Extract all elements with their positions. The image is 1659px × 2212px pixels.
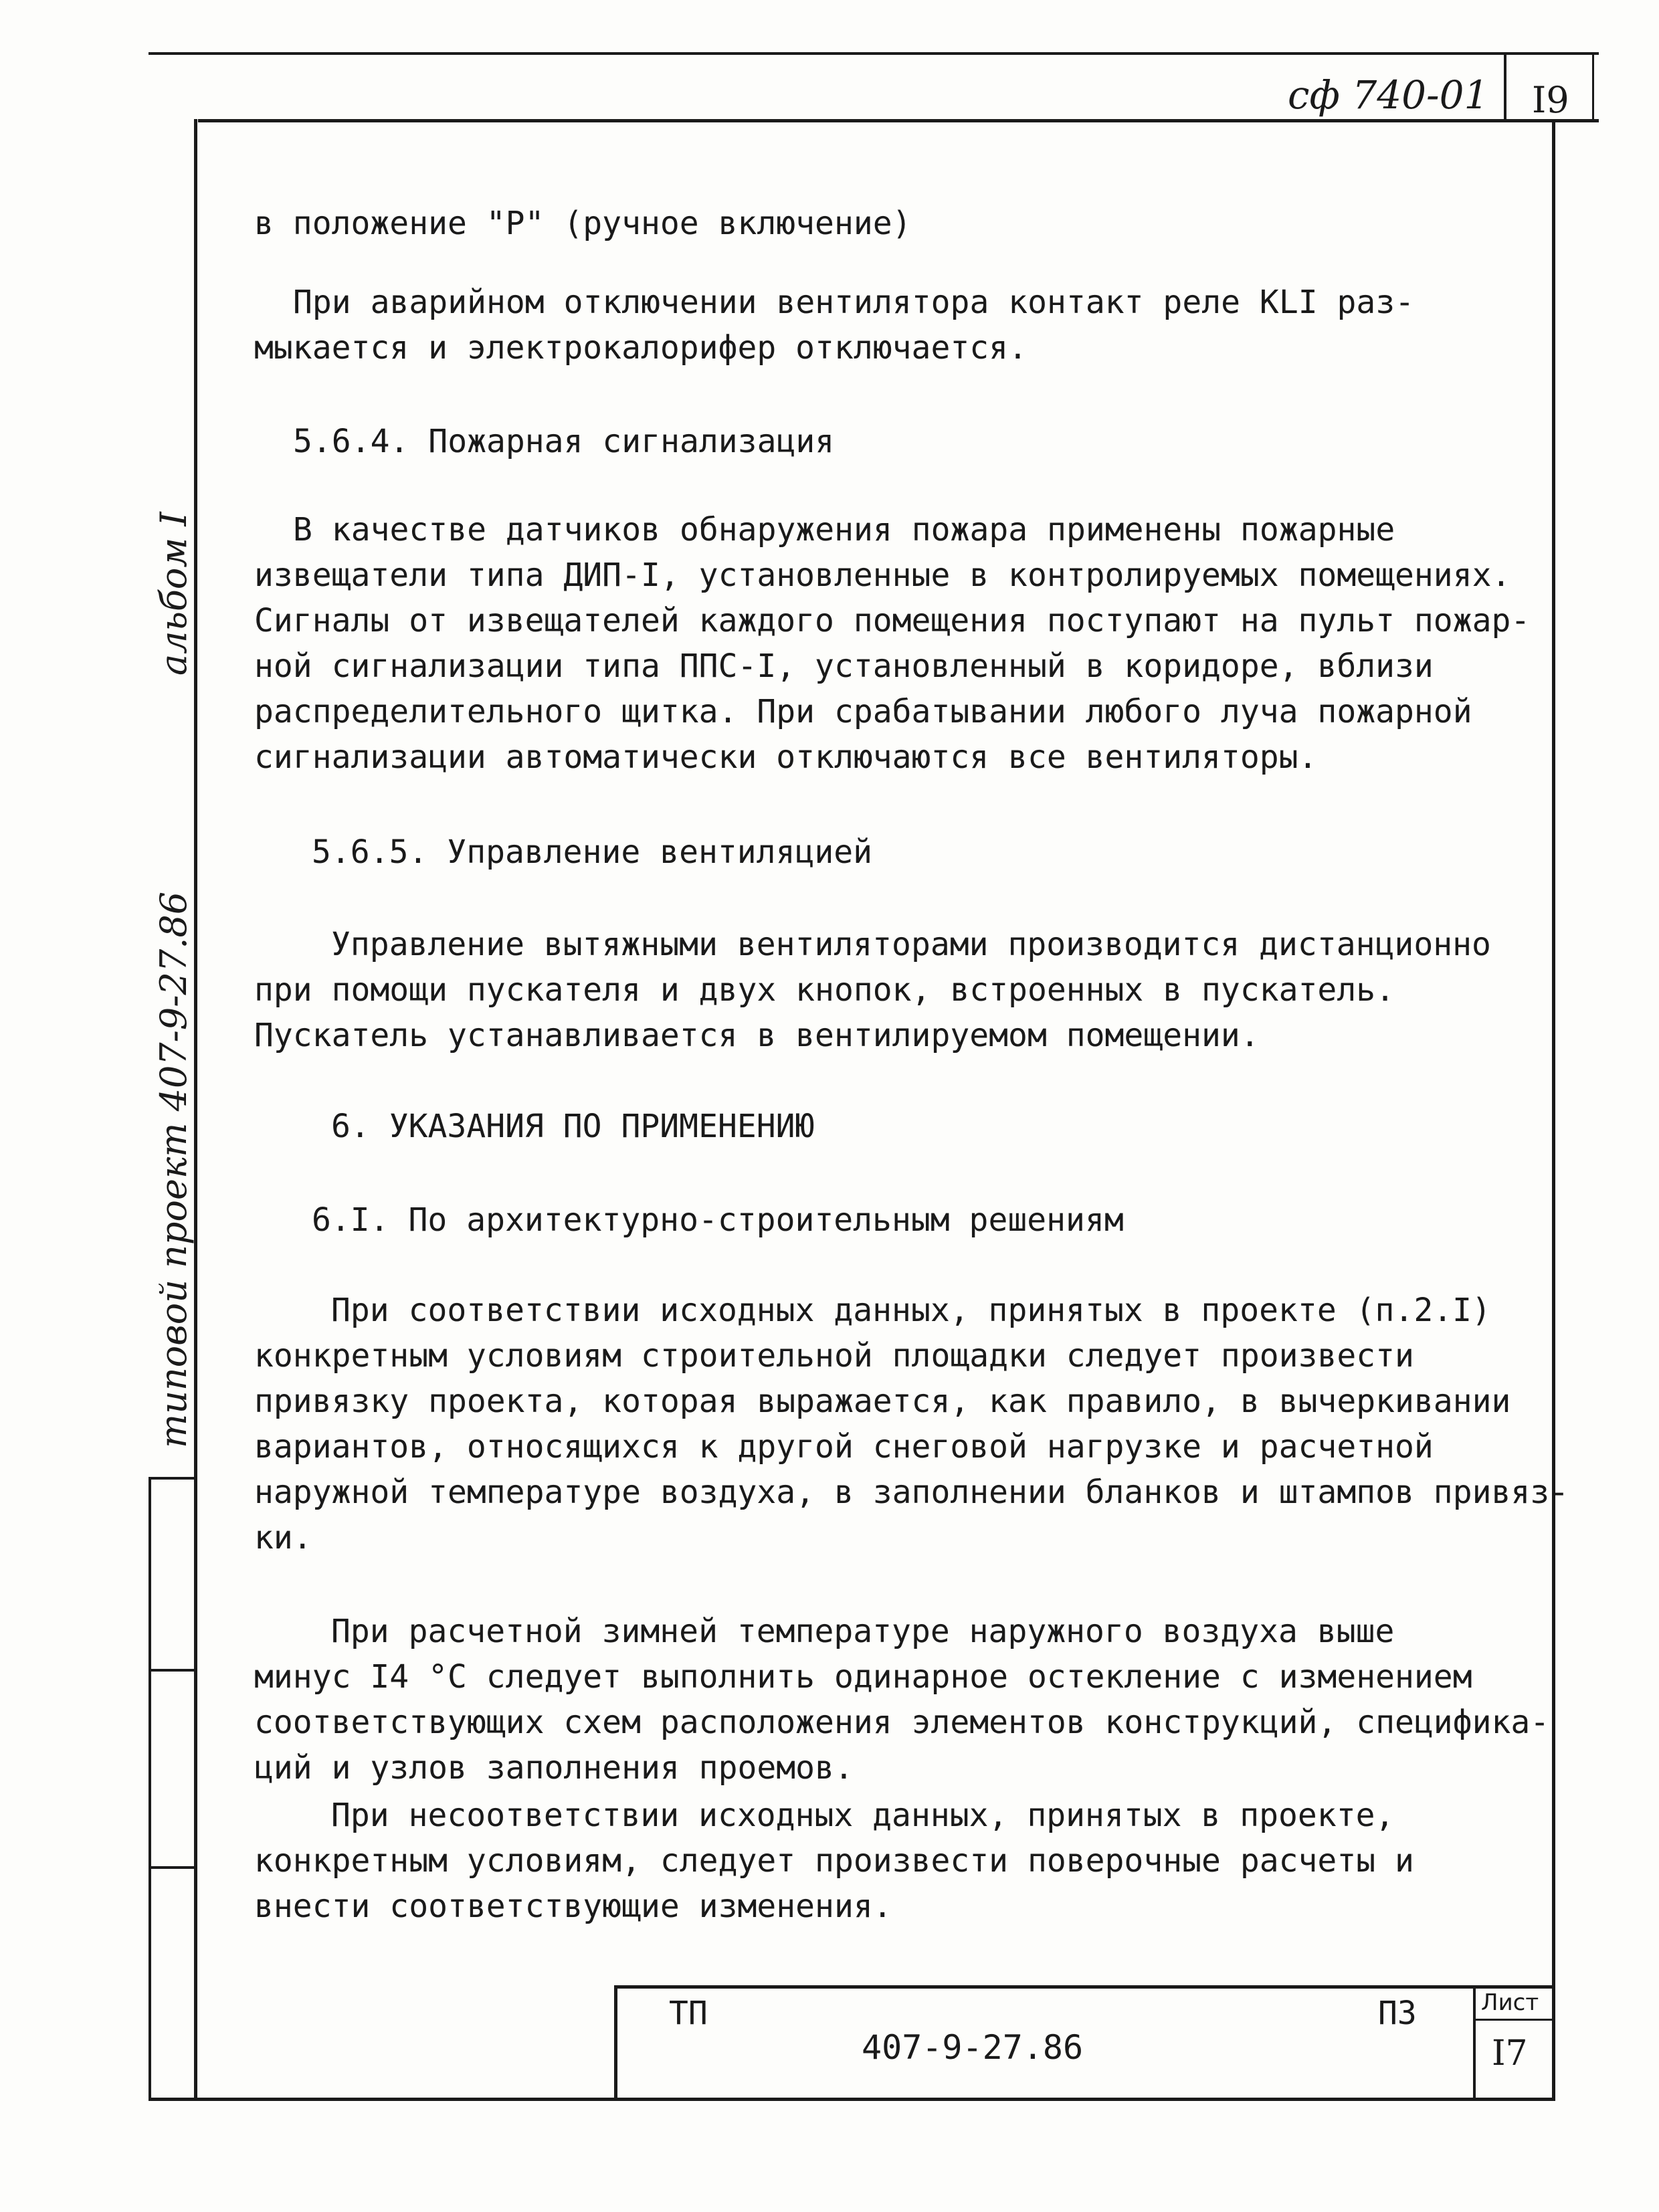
stamp-sheet-label: Лист bbox=[1481, 1989, 1539, 2016]
stamp-code: 407-9-27.86 bbox=[862, 2028, 1084, 2067]
paragraph-6 bbox=[254, 1609, 1549, 1791]
text-line: извещатели типа ДИП-I, установленные в контролируемых помещениях. bbox=[254, 557, 1511, 594]
text-line: В качестве датчиков обнаружения пожара применены пожарные bbox=[293, 511, 1395, 548]
handwritten-code: сф 740-01 bbox=[1288, 72, 1489, 118]
margin-album-label: альбом I bbox=[153, 512, 195, 676]
text-line: привязку проекта, которая выражается, как правило, в вычеркивании bbox=[254, 1383, 1511, 1420]
paragraph-2 bbox=[254, 280, 1414, 371]
text-line: При соответствии исходных данных, принятых в проекте (п.2.I) bbox=[331, 1292, 1491, 1329]
text-line: внести соответствующие изменения. bbox=[254, 1888, 892, 1925]
stamp-sheet-hline bbox=[1473, 2019, 1553, 2021]
heading-6-1: 6.I. По архитектурно-строительным решениям bbox=[312, 1201, 1124, 1239]
text-line: Управление вытяжными вентиляторами производится дистанционно bbox=[331, 926, 1491, 963]
top-rule bbox=[149, 52, 1599, 55]
page-number: I9 bbox=[1532, 79, 1569, 121]
text-line: соответствующих схем расположения элементов конструкций, специфика- bbox=[254, 1704, 1550, 1741]
frame-top bbox=[198, 119, 1599, 122]
text-line: При аварийном отключении вентилятора контакт реле KLI раз- bbox=[293, 284, 1415, 321]
stamp-sheet-divider bbox=[1473, 1985, 1476, 2100]
text-line: При расчетной зимней температуре наружного воздуха выше bbox=[331, 1613, 1395, 1650]
text-line: в положение "Р" (ручное включение) bbox=[254, 205, 912, 242]
text-line: распределительного щитка. При срабатывании любого луча пожарной bbox=[254, 693, 1472, 730]
text-line: минус I4 °С следует выполнить одинарное остекление с изменением bbox=[254, 1658, 1472, 1696]
text-line: наружной температуре воздуха, в заполнении бланков и штампов привяз- bbox=[254, 1474, 1569, 1511]
heading-5-6-5: 5.6.5. Управление вентиляцией bbox=[312, 833, 873, 871]
paragraph-4 bbox=[254, 922, 1491, 1058]
outer-right-edge bbox=[1592, 55, 1594, 122]
frame-right bbox=[1552, 119, 1555, 2100]
paragraph-3 bbox=[254, 507, 1530, 780]
paragraph-1 bbox=[254, 201, 912, 246]
heading-5-6-4: 5.6.4. Пожарная сигнализация bbox=[293, 423, 835, 460]
text-line: конкретным условиям, следует произвести поверочные расчеты и bbox=[254, 1842, 1414, 1880]
stamp-sheet-number: I7 bbox=[1492, 2033, 1528, 2074]
text-line: При несоответствии исходных данных, принятых в проекте, bbox=[331, 1797, 1395, 1834]
paragraph-5 bbox=[254, 1288, 1569, 1561]
margin-strip-left bbox=[149, 1477, 151, 2100]
margin-strip-tick-1 bbox=[149, 1477, 197, 1480]
margin-strip-tick-3 bbox=[149, 1866, 197, 1869]
text-line: сигнализации автоматически отключаются все вентиляторы. bbox=[254, 738, 1318, 776]
text-line: при помощи пускателя и двух кнопок, встроенных в пускатель. bbox=[254, 971, 1395, 1009]
text-line: ной сигнализации типа ППС-I, установленный в коридоре, вблизи bbox=[254, 647, 1434, 685]
text-line: ки. bbox=[254, 1519, 312, 1556]
header-divider bbox=[1504, 55, 1506, 122]
text-line: ций и узлов заполнения проемов. bbox=[254, 1749, 854, 1787]
text-line: вариантов, относящихся к другой снеговой нагрузке и расчетной bbox=[254, 1428, 1434, 1466]
text-line: Пускатель устанавливается в вентилируемом помещении. bbox=[254, 1017, 1260, 1054]
text-line: мыкается и электрокалорифер отключается. bbox=[254, 329, 1028, 367]
stamp-top bbox=[614, 1985, 1554, 1989]
stamp-tp: ТП bbox=[669, 1995, 708, 2032]
stamp-pz: ПЗ bbox=[1378, 1995, 1417, 2032]
text-line: Сигналы от извещателей каждого помещения поступают на пульт пожар- bbox=[254, 602, 1531, 639]
stamp-left bbox=[614, 1985, 617, 2100]
frame-bottom bbox=[149, 2098, 1555, 2101]
margin-strip-tick-2 bbox=[149, 1669, 197, 1672]
heading-6: 6. УКАЗАНИЯ ПО ПРИМЕНЕНИЮ bbox=[331, 1108, 815, 1145]
text-line: конкретным условиям строительной площадки следует произвести bbox=[254, 1337, 1414, 1375]
paragraph-7 bbox=[254, 1793, 1414, 1929]
margin-project-label: типовой проект 407-9-27.86 bbox=[153, 891, 195, 1448]
